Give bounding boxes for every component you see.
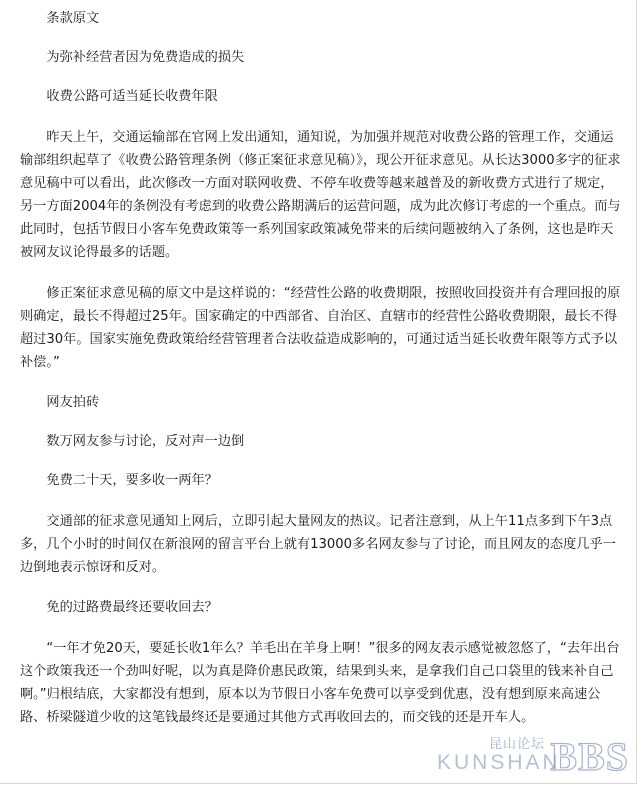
paragraph-quotes: “一年才免20天，要延长收1年么？羊毛出在羊身上啊！”很多的网友表示感觉被忽悠了，“去年出台这个政策我还一个劲叫好呢，以为真是降价惠民政策，结果到头来，是拿我们自己口袋里的钱来补自己啊。”归根结底，大家都没有想到，原本以为节假日小客车免费可以享受到优惠，没有想到原来高速公路、桥梁隧道少收的这笔钱最终还是要通过其他方式再收回去的，而交钱的还是开车人。 [20, 641, 620, 725]
subheading-toll-recovered: 免的过路费最终还要收回去？ [46, 600, 218, 615]
section-heading-clause-text: 条款原文 [46, 11, 100, 26]
subheading-discussion: 数万网友参与讨论，反对声一边倒 [46, 434, 245, 449]
paragraph-notice: 昨天上午，交通运输部在官网上发出通知，通知说，为加强并规范对收费公路的管理工作，交通运输部组织起草了《收费公路管理条例（修正案征求意见稿）》，现公开征求意见。从长达3000多字的征求意见稿中可以看出，此次修改一方面对联网收费、不停车收费等越来越普及的新收费方式进行了规定，另一方面2004年的条例没有考虑到的收费公路期满后的运营问题，成为此次修订考虑的一个重点。而与此同时，包括节假日小客车免费政策等一系列国家政策减免带来的后续问题被纳入了条例，这也是昨天被网友议论得最多的话题。 [20, 130, 621, 260]
paragraph-netizen-reaction: 交通部的征求意见通知上网后，立即引起大量网友的热议。记者注意到，从上午11点多到下午3点多，几个小时的时间仅在新浪网的留言平台上就有13000多名网友参与了讨论，而且网友的态度几乎一边倒地表示惊讶和反对。 [20, 514, 616, 575]
watermark-english-text: KUNSHAN [437, 751, 561, 774]
paragraph-original-text: 修正案征求意见稿的原文中是这样说的：“经营性公路的收费期限，按照收回投资并有合理回报的原则确定，最长不得超过25年。国家确定的中西部省、自治区、直辖市的经营性公路收费期限，最长不得超过30年。国家实施免费政策给经营管理者合法收益造成影响的，可通过适当延长收费年限等方式予以补偿。” [20, 286, 621, 370]
section-heading-netizen: 网友拍砖 [46, 395, 100, 410]
watermark-chinese-text: 昆山论坛 [489, 737, 546, 752]
subheading-twenty-days: 免费二十天，要多收一两年？ [46, 473, 218, 488]
article-body [20, 0, 624, 729]
watermark-bbs-text: BBS [550, 734, 629, 779]
subheading-extend-toll-period: 收费公路可适当延长收费年限 [46, 89, 218, 104]
subheading-compensation: 为弥补经营者因为免费造成的损失 [46, 50, 245, 65]
kunshan-bbs-watermark-logo [437, 733, 629, 777]
